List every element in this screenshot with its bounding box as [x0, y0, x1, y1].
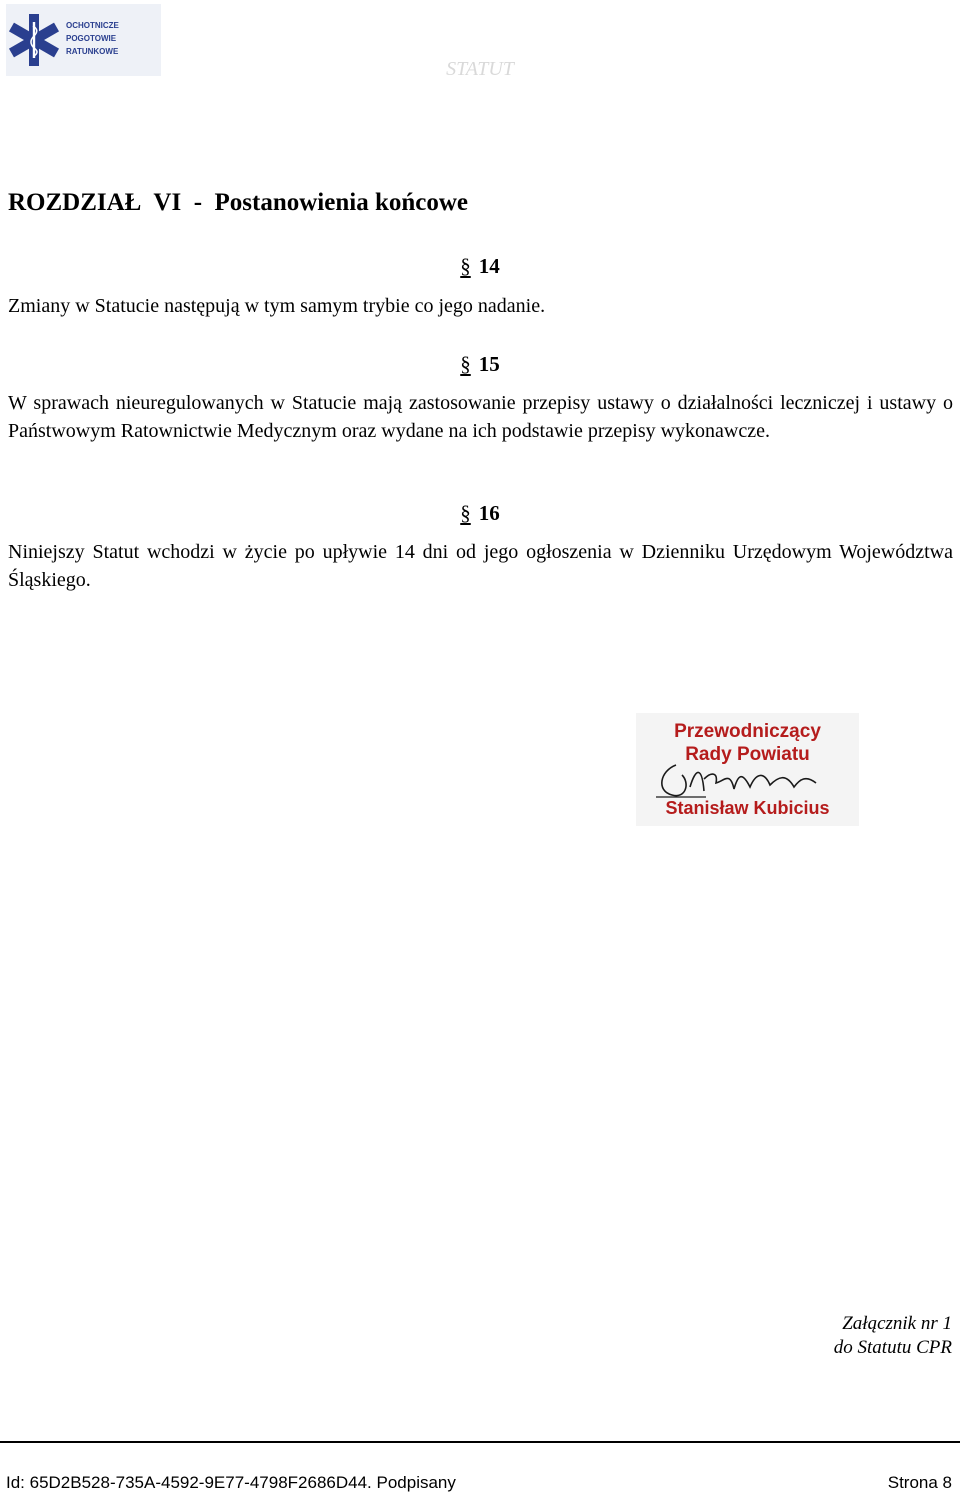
- footer-divider: [0, 1441, 960, 1443]
- section-14-text: Zmiany w Statucie następują w tym samym trybie co jego nadanie.: [8, 295, 546, 317]
- section-15-heading: [0, 352, 960, 377]
- section-15-text: W sprawach nieuregulowanych w Statucie mają zastosowanie przepisy ustawy o działalności leczniczej i ustawy o Państwowym Ratownictwie Medycznym oraz wydane na ich podstawie przepisy wykonawcze.: [8, 392, 953, 442]
- logo-text-1: OCHOTNICZE: [66, 21, 119, 30]
- section-16-heading: [0, 501, 960, 526]
- attachment-line-2: do Statutu CPR: [833, 1337, 952, 1358]
- stamp-title: Przewodniczący: [674, 721, 821, 742]
- logo-text-3: RATUNKOWE: [66, 47, 119, 56]
- section-number: 14: [478, 254, 500, 278]
- document-id: Id: 65D2B528-735A-4592-9E77-4798F2686D44. Podpisany: [6, 1473, 456, 1492]
- section-number: 15: [478, 352, 500, 376]
- attachment-line-1: Załącznik nr 1: [842, 1313, 952, 1334]
- handwritten-signature: [646, 761, 846, 801]
- signature-stamp: [636, 713, 859, 826]
- stamp-name: Stanisław Kubicius: [665, 798, 830, 818]
- logo-text-2: POGOTOWIE: [66, 34, 117, 43]
- section-symbol: §: [460, 501, 471, 525]
- section-symbol: §: [460, 352, 471, 376]
- stamp-subtitle: Rady Powiatu: [685, 744, 810, 765]
- page-number: Strona 8: [887, 1473, 952, 1492]
- section-14-heading: [0, 254, 960, 279]
- attachment-note: [834, 1312, 952, 1360]
- section-symbol: §: [460, 254, 471, 278]
- section-16-text: Niniejszy Statut wchodzi w życie po upływie 14 dni od jego ogłoszenia w Dzienniku Urzędowym Województwa Śląskiego.: [8, 541, 953, 591]
- chapter-title: ROZDZIAŁ VI - Postanowienia końcowe: [8, 189, 468, 216]
- section-number: 16: [478, 501, 500, 525]
- document-header-title: STATUT: [446, 58, 514, 80]
